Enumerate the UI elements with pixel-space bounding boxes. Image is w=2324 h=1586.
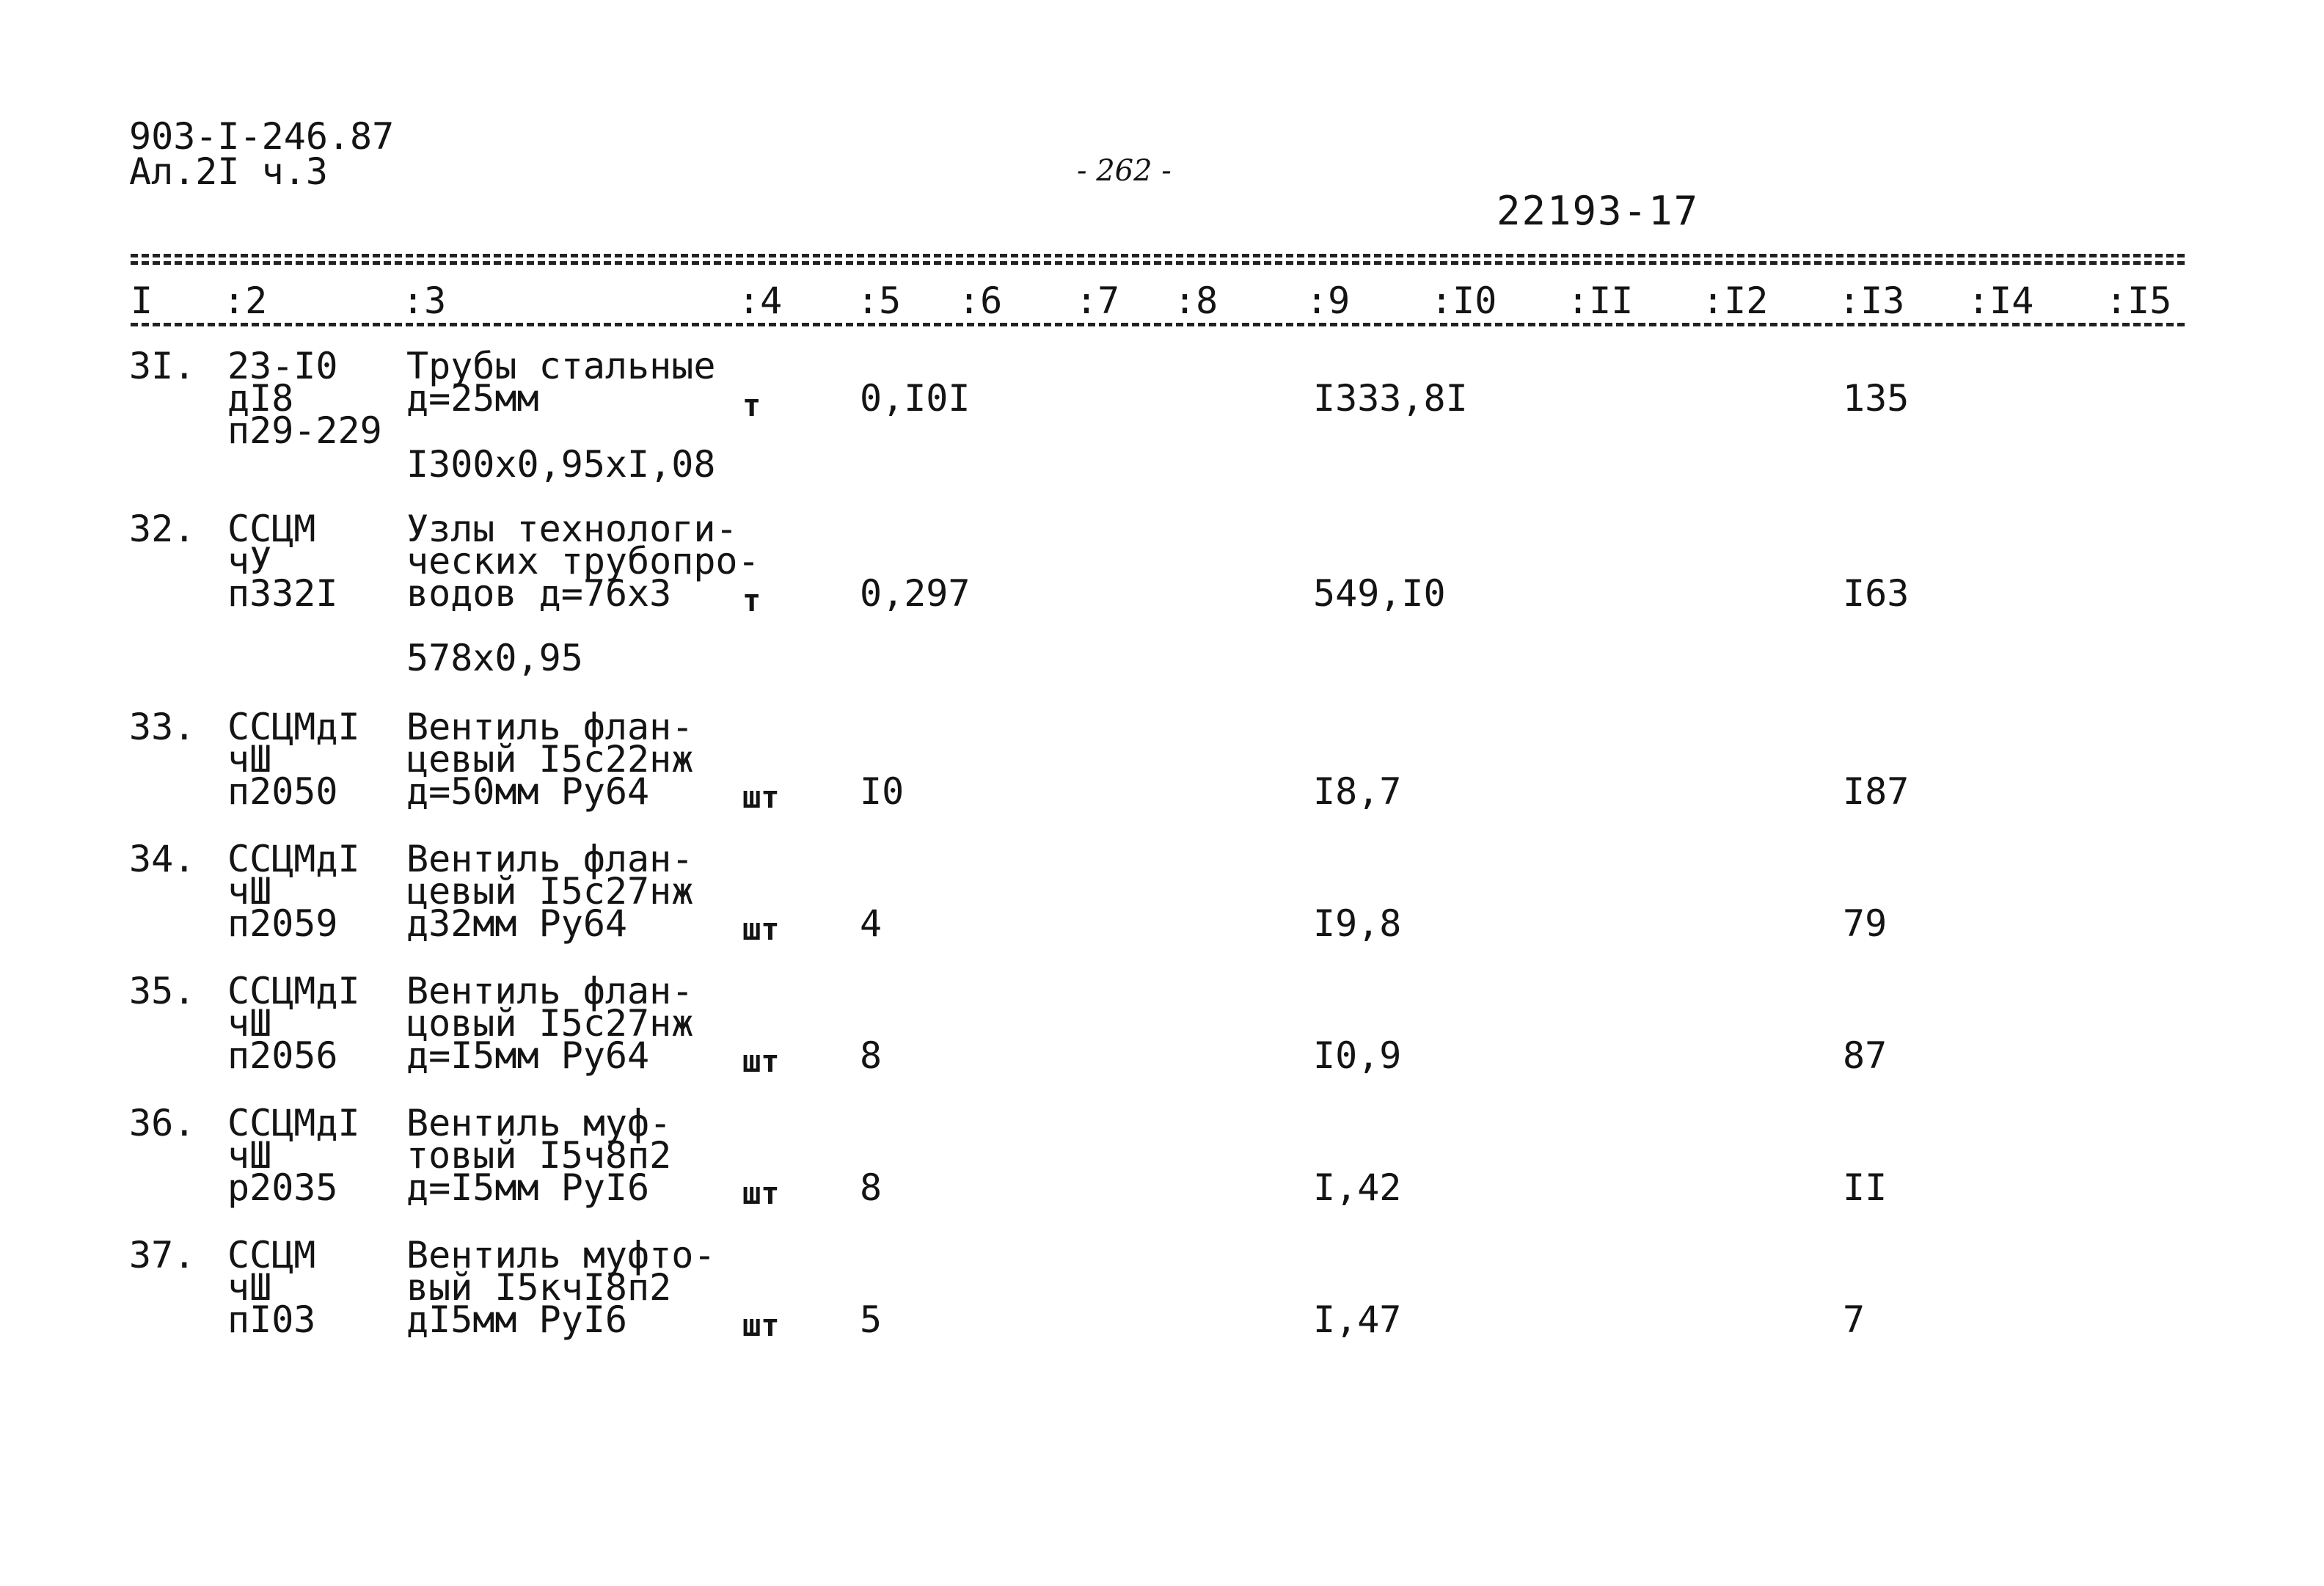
column-header: :I4 — [1967, 279, 2034, 322]
resource-code: дI8 — [227, 377, 294, 420]
resource-code: п29-229 — [227, 409, 382, 452]
unit: шт — [742, 1043, 780, 1079]
unit-price: I8,7 — [1313, 770, 1402, 813]
unit-price: I9,8 — [1313, 902, 1402, 945]
total: II — [1843, 1166, 1888, 1209]
header-top-rule — [131, 254, 2185, 257]
total: 79 — [1843, 902, 1888, 945]
resource-code: чШ — [227, 1002, 272, 1045]
resource-code: ССЦМдI — [227, 838, 360, 880]
item-name: вый I5кчI8п2 — [406, 1266, 672, 1309]
column-header: :I3 — [1838, 279, 1905, 322]
quantity: I0 — [860, 770, 905, 813]
row-number: 36. — [129, 1102, 196, 1144]
quantity: 8 — [860, 1166, 883, 1209]
item-name: цевый I5с22нж — [406, 738, 694, 781]
column-header: :3 — [402, 279, 447, 322]
total: 7 — [1843, 1298, 1866, 1341]
item-name: товый I5ч8п2 — [406, 1134, 672, 1177]
resource-code: ССЦМ — [227, 1234, 316, 1276]
header-top-rule-2 — [131, 261, 2185, 265]
item-name: цовый I5с27нж — [406, 1002, 694, 1045]
resource-code: чШ — [227, 1134, 272, 1177]
item-name: д32мм Ру64 — [406, 902, 628, 945]
unit-price: I,47 — [1313, 1298, 1402, 1341]
unit: шт — [742, 1307, 780, 1343]
resource-code: чШ — [227, 870, 272, 913]
resource-code: чШ — [227, 1266, 272, 1309]
resource-code: пI03 — [227, 1298, 316, 1341]
unit-price: 549,I0 — [1313, 572, 1446, 615]
total: I63 — [1843, 572, 1910, 615]
item-name: Вентиль муфто- — [406, 1234, 716, 1276]
total: 87 — [1843, 1034, 1888, 1077]
item-name: Вентиль флан- — [406, 970, 694, 1012]
row-number: 34. — [129, 838, 196, 880]
row-number: 32. — [129, 508, 196, 550]
resource-code: ССЦМдI — [227, 706, 360, 748]
item-formula: 578x0,95 — [406, 637, 583, 679]
column-header: :6 — [958, 279, 1003, 322]
resource-code: п2059 — [227, 902, 338, 945]
quantity: 0,297 — [860, 572, 971, 615]
item-name: Вентиль флан- — [406, 706, 694, 748]
item-name: Вентиль флан- — [406, 838, 694, 880]
item-name: д=50мм Ру64 — [406, 770, 650, 813]
row-number: 33. — [129, 706, 196, 748]
column-header: :5 — [857, 279, 902, 322]
unit: т — [742, 582, 761, 618]
total: I87 — [1843, 770, 1910, 813]
column-header: :2 — [223, 279, 268, 322]
unit: шт — [742, 1175, 780, 1211]
column-header: :II — [1567, 279, 1634, 322]
resource-code: п2056 — [227, 1034, 338, 1077]
unit-price: I,42 — [1313, 1166, 1402, 1209]
item-name: д=I5мм Ру64 — [406, 1034, 650, 1077]
item-name: Вентиль муф- — [406, 1102, 672, 1144]
total: 135 — [1843, 377, 1910, 420]
row-number: 35. — [129, 970, 196, 1012]
item-name: водов д=76x3 — [406, 572, 672, 615]
item-name: Узлы технологи- — [406, 508, 738, 550]
item-formula: I300x0,95xI,08 — [406, 443, 716, 486]
column-header: :7 — [1075, 279, 1120, 322]
header-bottom-rule — [131, 323, 2185, 326]
column-header: :4 — [738, 279, 783, 322]
resource-code: 23-I0 — [227, 345, 338, 387]
resource-code: п332I — [227, 572, 338, 615]
album-part: Ал.2I ч.3 — [129, 150, 328, 193]
item-name: дI5мм РуI6 — [406, 1298, 628, 1341]
column-header: :I2 — [1702, 279, 1769, 322]
item-name: д=25мм — [406, 377, 539, 420]
resource-code: ССЦМ — [227, 508, 316, 550]
item-name: д=I5мм РуI6 — [406, 1166, 650, 1209]
column-header: :8 — [1174, 279, 1218, 322]
page-number: - 262 - — [1077, 154, 1172, 188]
quantity: 5 — [860, 1298, 883, 1341]
column-header: :I0 — [1430, 279, 1497, 322]
resource-code: ССЦМдI — [227, 970, 360, 1012]
resource-code: п2050 — [227, 770, 338, 813]
quantity: 0,I0I — [860, 377, 971, 420]
item-name: ческих трубопро- — [406, 540, 760, 582]
document-number: 22193-17 — [1497, 188, 1700, 234]
quantity: 4 — [860, 902, 883, 945]
document-code: 903-I-246.87 — [129, 115, 395, 158]
unit-price: I333,8I — [1313, 377, 1468, 420]
item-name: Трубы стальные — [406, 345, 716, 387]
column-header: :9 — [1306, 279, 1351, 322]
row-number: 37. — [129, 1234, 196, 1276]
resource-code: р2035 — [227, 1166, 338, 1209]
unit: шт — [742, 779, 780, 815]
unit: шт — [742, 911, 780, 947]
resource-code: чШ — [227, 738, 272, 781]
quantity: 8 — [860, 1034, 883, 1077]
resource-code: ССЦМдI — [227, 1102, 360, 1144]
unit-price: I0,9 — [1313, 1034, 1402, 1077]
item-name: цевый I5с27нж — [406, 870, 694, 913]
unit: т — [742, 387, 761, 423]
resource-code: чУ — [227, 540, 272, 582]
column-header: :I5 — [2105, 279, 2172, 322]
column-header: I — [131, 279, 153, 322]
row-number: 3I. — [129, 345, 196, 387]
